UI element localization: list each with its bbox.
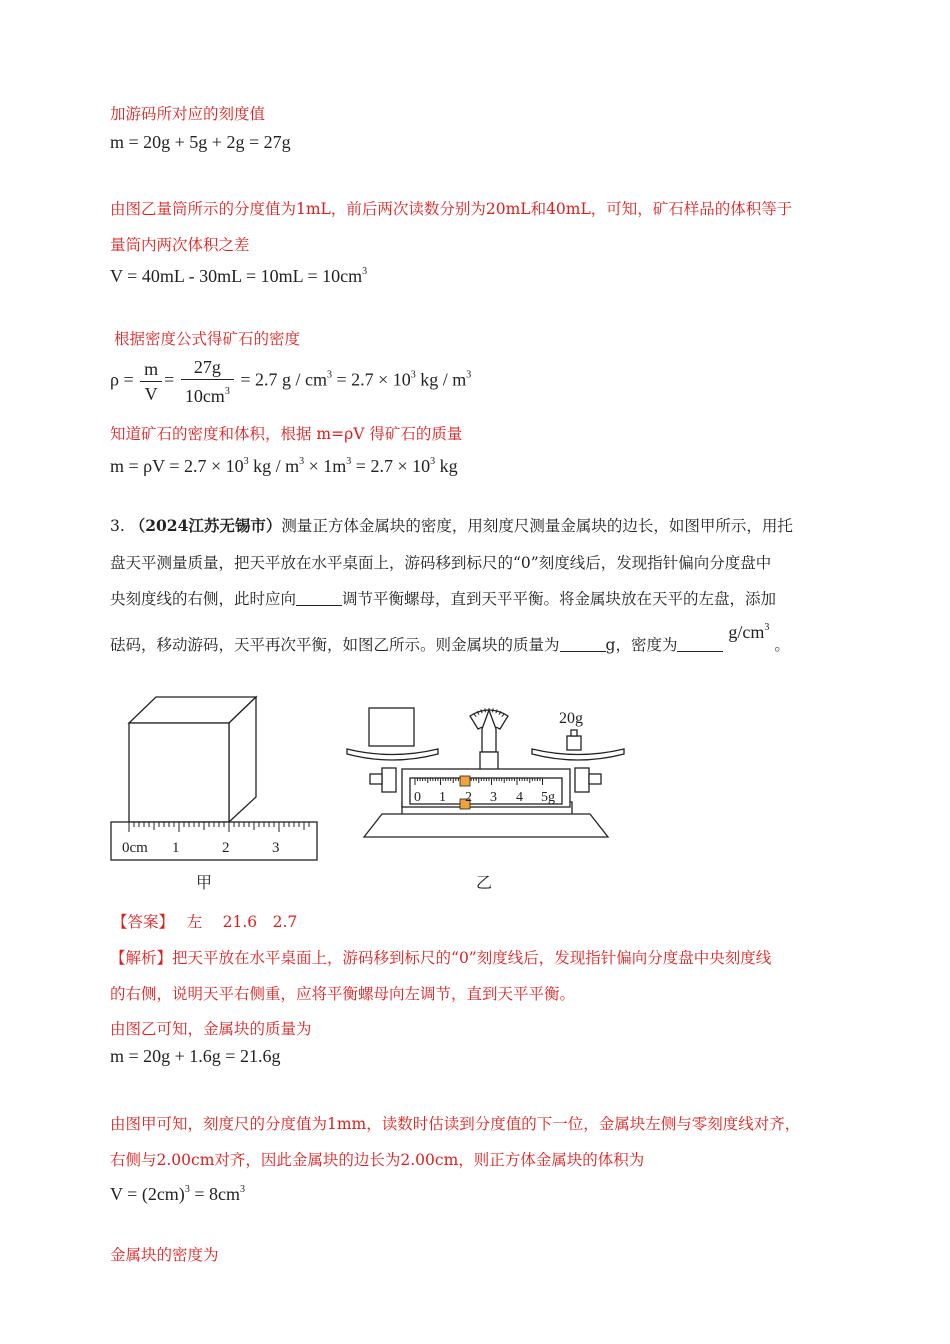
question-number: 3.	[110, 517, 125, 535]
fraction-m-over-v: $\frac{m}{V}$	[140, 358, 162, 405]
cube-ruler-drawing	[108, 694, 320, 894]
dial-tick	[485, 708, 486, 712]
blank-direction[interactable]	[296, 591, 342, 606]
ruler-label-3: 3	[272, 840, 280, 856]
ruler-label-2: 2	[222, 840, 230, 856]
fraction-27g-over-10cm3: $\frac{27g}{10cm^3}$	[181, 356, 234, 407]
rider-marker-top[interactable]	[460, 776, 470, 786]
weight-label: 20g	[559, 710, 583, 727]
question-source: （2024江苏无锡市）	[129, 516, 282, 535]
text-volume-difference: 量筒内两次体积之差	[110, 236, 250, 254]
analysis-line-4: 由图甲可知，刻度尺的分度值为1mm，读数时估读到分度值的下一位，金属块左侧与零刻度线对齐，	[110, 1115, 801, 1133]
analysis-line-1: 【解析】把天平放在水平桌面上，游码移到标尺的“0”刻度线后，发现指针偏向分度盘中央刻度线	[110, 949, 772, 967]
analysis-line-6: 金属块的密度为	[110, 1246, 219, 1264]
equation-mass-sum: m = 20g + 5g + 2g = 27g	[110, 132, 291, 152]
balance-drawing	[342, 694, 632, 894]
equation-metal-mass: m = 20g + 1.6g = 21.6g	[110, 1046, 281, 1066]
equation-metal-volume: $V = (2cm)^3 = 8cm^3$	[110, 1184, 245, 1204]
question-line-3: 央刻度线的右侧，此时应向 调节平衡螺母，直到天平平衡。将金属块放在天平的左盘，添加	[110, 590, 777, 608]
analysis-line-5: 右侧与2.00cm对齐，因此金属块的边长为2.00cm，则正方体金属块的体积为	[110, 1151, 645, 1169]
question-3: 3. （2024江苏无锡市）测量正方体金属块的密度，用刻度尺测量金属块的边长，如图甲所示，用托 盘天平测量质量，把天平放在水平桌面上，游码移到标尺的“0”刻度线后，发现指针偏向分度盘中 央刻度线的右侧，此时应向 调节平衡螺母，直到天平平衡。将金属块放在天平的左盘，添加 砝码，移动游码，天平再次平衡，如图乙所示。则金属块的质量为 g，密度为 $g/cm^3$ 。	[110, 508, 845, 663]
question-line-2: 盘天平测量质量，把天平放在水平桌面上，游码移到标尺的“0”刻度线后，发现指针偏向分度盘中	[110, 553, 772, 572]
analysis-line-3: 由图乙可知，金属块的质量为	[110, 1020, 312, 1038]
equation-density: ρ = $\frac{m}{V}$ = $\frac{27g}{10cm^3}$ = 2.7 $g / cm^3 = 2.7 \times 10^3$ kg / $m^3$	[110, 357, 472, 406]
scale-label-1: 1	[439, 790, 446, 805]
caption-yi: 乙	[476, 873, 493, 892]
scale-label-0: 0	[414, 790, 421, 805]
blank-density[interactable]	[677, 637, 723, 652]
figure-balance	[342, 694, 632, 894]
caption-jia: 甲	[196, 873, 213, 892]
equation-ore-mass: $m = \rho V = 2.7 \times 10^3$ kg / $m^3 \times 1m^3 = 2.7 \times 10^3$ kg	[110, 456, 458, 476]
density-unit: $g/cm^3$	[728, 621, 770, 642]
text-vernier-note: 加游码所对应的刻度值	[110, 105, 266, 123]
scale-label-2: 2	[465, 790, 472, 805]
question-line-4: 砝码，移动游码，天平再次平衡，如图乙所示。则金属块的质量为 g，密度为 $g/cm^3$ 。	[110, 621, 790, 654]
text-cylinder-reading: 由图乙量筒所示的分度值为1mL，前后两次读数分别为20mL和40mL，可知，矿石样品的体积等于	[110, 200, 793, 218]
answer-line: 【答案】 左 21.6 2.7	[112, 913, 298, 931]
ruler-label-1: 1	[172, 840, 180, 856]
blank-mass[interactable]	[560, 637, 606, 652]
equation-volume: $V = 40mL - 30mL = 10mL = 10cm^3$	[110, 266, 368, 286]
scale-label-4: 4	[516, 790, 523, 805]
scale-label-3: 3	[490, 790, 497, 805]
ruler-label-0: 0cm	[122, 840, 148, 856]
text-density-formula: 根据密度公式得矿石的密度	[114, 330, 301, 348]
text-mass-from-density: 知道矿石的密度和体积，根据 m=ρV 得矿石的质量	[110, 425, 463, 443]
analysis-line-2: 的右侧，说明天平右侧重，应将平衡螺母向左调节，直到天平平衡。	[110, 985, 576, 1003]
dial-tick	[492, 708, 493, 712]
figure-cube-ruler	[108, 694, 320, 894]
scale-label-5g: 5g	[541, 790, 555, 805]
